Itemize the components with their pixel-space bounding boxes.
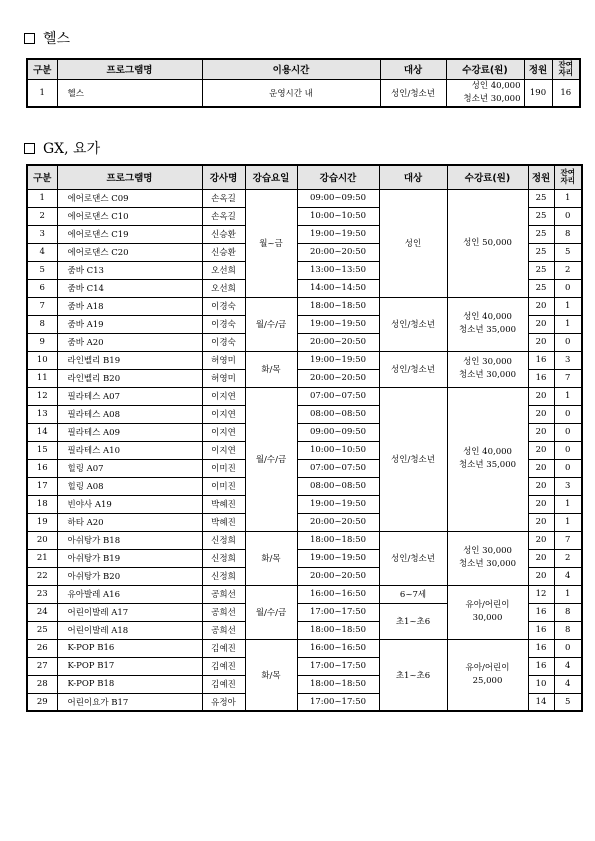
- remaining-seats: 16: [552, 79, 580, 107]
- fee-line: 청소년 35,000: [458, 325, 517, 335]
- instructor-name: 신정희: [202, 531, 245, 549]
- program-name: 에어로댄스 C09: [57, 189, 202, 207]
- usage-time: 운영시간 내: [202, 79, 380, 107]
- remaining-seats: 7: [554, 531, 582, 549]
- capacity: 20: [528, 297, 554, 315]
- column-header-line: 수강료(원): [464, 173, 511, 185]
- class-time: 16:00~16:50: [297, 585, 379, 603]
- row-number: 7: [27, 297, 57, 315]
- column-header: [27, 59, 57, 79]
- instructor-name: 신정희: [202, 567, 245, 585]
- row-number: 6: [27, 279, 57, 297]
- row-number: 4: [27, 243, 57, 261]
- fee-line: 청소년 30,000: [458, 559, 517, 569]
- class-time: 18:00~18:50: [297, 531, 379, 549]
- class-days: 화/목: [245, 639, 297, 711]
- row-number: 13: [27, 405, 57, 423]
- column-header: [524, 59, 552, 79]
- instructor-name: 오선희: [202, 261, 245, 279]
- program-name: 아쉬탕가 B19: [57, 549, 202, 567]
- fee-line: 성인 30,000: [463, 357, 512, 367]
- row-number: 23: [27, 585, 57, 603]
- row-number: 1: [27, 189, 57, 207]
- gx-section-title: [24, 138, 100, 158]
- program-name: 아쉬탕가 B18: [57, 531, 202, 549]
- column-header-line: 이용시간: [272, 65, 310, 77]
- class-time: 07:00~07:50: [297, 459, 379, 477]
- remaining-seats: 4: [554, 567, 582, 585]
- column-header: [552, 59, 580, 79]
- capacity: 16: [528, 369, 554, 387]
- capacity: 20: [528, 387, 554, 405]
- instructor-name: 신승환: [202, 243, 245, 261]
- instructor-name: 김예진: [202, 675, 245, 693]
- checkbox-square-icon: [24, 143, 35, 154]
- class-time: 20:00~20:50: [297, 567, 379, 585]
- table-row: [27, 297, 582, 315]
- capacity: 25: [528, 243, 554, 261]
- class-days: 월/수/금: [245, 297, 297, 351]
- target: [379, 585, 447, 603]
- column-header-line: 정원: [528, 65, 548, 77]
- column-header: [528, 165, 554, 189]
- capacity: 20: [528, 549, 554, 567]
- row-number: 16: [27, 459, 57, 477]
- class-time: 19:00~19:50: [297, 225, 379, 243]
- class-time: 16:00~16:50: [297, 639, 379, 657]
- column-header-line: 구분: [33, 65, 52, 77]
- capacity: 16: [528, 621, 554, 639]
- fee-line: 유아/어린이: [465, 662, 510, 673]
- program-name: 빈야사 A19: [57, 495, 202, 513]
- class-time: 20:00~20:50: [297, 333, 379, 351]
- column-header-line: 수강료(원): [462, 65, 508, 77]
- class-time: 18:00~18:50: [297, 297, 379, 315]
- column-header-line: 강습요일: [252, 173, 290, 185]
- instructor-name: 박혜진: [202, 495, 245, 513]
- row-number: 22: [27, 567, 57, 585]
- program-name: 필라테스 A10: [57, 441, 202, 459]
- class-time: 19:00~19:50: [297, 549, 379, 567]
- program-name: 어린이요가 B17: [57, 693, 202, 711]
- program-name: K-POP B17: [57, 657, 202, 675]
- instructor-name: 허영미: [202, 351, 245, 369]
- remaining-seats: 0: [554, 423, 582, 441]
- capacity: 16: [528, 351, 554, 369]
- instructor-name: 유정아: [202, 693, 245, 711]
- row-number: 3: [27, 225, 57, 243]
- row-number: 11: [27, 369, 57, 387]
- class-time: 17:00~17:50: [297, 603, 379, 621]
- fee: [447, 189, 528, 297]
- column-header: [57, 165, 202, 189]
- row-number: 10: [27, 351, 57, 369]
- class-time: 18:00~18:50: [297, 621, 379, 639]
- class-time: 19:00~19:50: [297, 351, 379, 369]
- row-number: 19: [27, 513, 57, 531]
- class-time: 10:00~10:50: [297, 207, 379, 225]
- remaining-seats: 4: [554, 675, 582, 693]
- column-header-line: 잔여: [558, 60, 573, 70]
- remaining-seats: 0: [554, 639, 582, 657]
- capacity: 20: [528, 513, 554, 531]
- row-number: 8: [27, 315, 57, 333]
- instructor-name: 박혜진: [202, 513, 245, 531]
- class-days: 화/목: [245, 351, 297, 387]
- remaining-seats: 0: [554, 333, 582, 351]
- class-time: 19:00~19:50: [297, 315, 379, 333]
- target: [379, 603, 447, 639]
- capacity: 20: [528, 567, 554, 585]
- instructor-name: 이경숙: [202, 315, 245, 333]
- column-header: [447, 165, 528, 189]
- fee-line: 성인 50,000: [463, 237, 512, 248]
- instructor-name: 손옥길: [202, 207, 245, 225]
- class-time: 20:00~20:50: [297, 513, 379, 531]
- remaining-seats: 8: [554, 603, 582, 621]
- health-section-title: [24, 28, 70, 48]
- class-time: 17:00~17:50: [297, 693, 379, 711]
- health-table: [26, 58, 581, 108]
- fee: [447, 639, 528, 711]
- remaining-seats: 2: [554, 261, 582, 279]
- remaining-seats: 3: [554, 477, 582, 495]
- column-header: [202, 59, 380, 79]
- remaining-seats: 5: [554, 243, 582, 261]
- column-header-line: 정원: [531, 173, 551, 185]
- capacity: 10: [528, 675, 554, 693]
- capacity: 190: [524, 79, 552, 107]
- target-line: 성인/청소년: [391, 455, 435, 465]
- program-name: K-POP B18: [57, 675, 202, 693]
- program-name: 필라테스 A08: [57, 405, 202, 423]
- remaining-seats: 1: [554, 513, 582, 531]
- remaining-seats: 0: [554, 279, 582, 297]
- column-header: [379, 165, 447, 189]
- remaining-seats: 5: [554, 693, 582, 711]
- capacity: 16: [528, 603, 554, 621]
- remaining-seats: 0: [554, 459, 582, 477]
- instructor-name: 오선희: [202, 279, 245, 297]
- class-days: 월/수/금: [245, 387, 297, 531]
- remaining-seats: 1: [554, 189, 582, 207]
- gx-title: GX, 요가: [43, 141, 101, 157]
- column-header-line: 프로그램명: [106, 65, 153, 77]
- target-line: 성인/청소년: [391, 365, 435, 375]
- row-number: 20: [27, 531, 57, 549]
- fee-line: 성인 40,000: [471, 80, 521, 91]
- target-line: 6~7세: [399, 590, 427, 600]
- table-row: [27, 531, 582, 549]
- class-time: 08:00~08:50: [297, 405, 379, 423]
- class-time: 08:00~08:50: [297, 477, 379, 495]
- column-header-line: 자리: [558, 68, 573, 78]
- column-header: [554, 165, 582, 189]
- program-name: 줌바 A19: [57, 315, 202, 333]
- instructor-name: 신정희: [202, 549, 245, 567]
- program-name: 에어로댄스 C10: [57, 207, 202, 225]
- remaining-seats: 8: [554, 225, 582, 243]
- column-header: [245, 165, 297, 189]
- column-header-line: 대상: [403, 173, 423, 185]
- row-number: 26: [27, 639, 57, 657]
- capacity: 20: [528, 477, 554, 495]
- column-header: [380, 59, 446, 79]
- instructor-name: 신승환: [202, 225, 245, 243]
- program-name: 에어로댄스 C20: [57, 243, 202, 261]
- table-row: [27, 189, 582, 207]
- target-line: 성인/청소년: [391, 320, 435, 330]
- fee-line: 청소년 30,000: [463, 93, 521, 104]
- remaining-seats: 0: [554, 441, 582, 459]
- instructor-name: 김예진: [202, 639, 245, 657]
- class-time: 09:00~09:50: [297, 189, 379, 207]
- fee-line: 청소년 35,000: [458, 460, 517, 470]
- instructor-name: 이경숙: [202, 297, 245, 315]
- class-time: 13:00~13:50: [297, 261, 379, 279]
- row-number: 2: [27, 207, 57, 225]
- program-name: 유아발레 A16: [57, 585, 202, 603]
- remaining-seats: 2: [554, 549, 582, 567]
- table-row: [27, 79, 580, 107]
- row-number: 28: [27, 675, 57, 693]
- class-time: 18:00~18:50: [297, 675, 379, 693]
- row-number: 18: [27, 495, 57, 513]
- remaining-seats: 1: [554, 495, 582, 513]
- program-name: 줌바 C13: [57, 261, 202, 279]
- target-line: 성인: [404, 239, 422, 249]
- class-days: 화/목: [245, 531, 297, 585]
- row-number: 17: [27, 477, 57, 495]
- class-days: 월/수/금: [245, 585, 297, 639]
- target-line: 초1~초6: [395, 617, 431, 627]
- row-number: 12: [27, 387, 57, 405]
- health-title: 헬스: [43, 31, 71, 47]
- program-name: 줌바 C14: [57, 279, 202, 297]
- class-time: 10:00~10:50: [297, 441, 379, 459]
- target: 성인/청소년: [380, 79, 446, 107]
- program-name: 필라테스 A09: [57, 423, 202, 441]
- row-number: 29: [27, 693, 57, 711]
- column-header-line: 강사명: [209, 173, 238, 185]
- program-name: 힐링 A07: [57, 459, 202, 477]
- fee-line: 유아/어린이: [465, 600, 510, 610]
- instructor-name: 이지연: [202, 387, 245, 405]
- remaining-seats: 1: [554, 387, 582, 405]
- column-header-line: 대상: [403, 65, 423, 77]
- target: [379, 639, 447, 711]
- class-time: 17:00~17:50: [297, 657, 379, 675]
- class-time: 19:00~19:50: [297, 495, 379, 513]
- target: [379, 351, 447, 387]
- fee: [447, 387, 528, 531]
- program-name: 하타 A20: [57, 513, 202, 531]
- class-days: 월~금: [245, 189, 297, 297]
- fee-line: 청소년 30,000: [458, 370, 517, 380]
- remaining-seats: 7: [554, 369, 582, 387]
- capacity: 20: [528, 423, 554, 441]
- column-header: [202, 165, 245, 189]
- column-header: [57, 59, 202, 79]
- program-name: 라인벨리 B19: [57, 351, 202, 369]
- row-number: 21: [27, 549, 57, 567]
- instructor-name: 이지연: [202, 405, 245, 423]
- remaining-seats: 3: [554, 351, 582, 369]
- instructor-name: 이미진: [202, 477, 245, 495]
- column-header-line: 잔여: [560, 168, 575, 178]
- fee-line: 성인 30,000: [463, 546, 512, 556]
- row-number: 27: [27, 657, 57, 675]
- class-time: 09:00~09:50: [297, 423, 379, 441]
- capacity: 20: [528, 333, 554, 351]
- gx-table: [26, 164, 583, 712]
- remaining-seats: 8: [554, 621, 582, 639]
- target: [379, 189, 447, 297]
- class-time: 20:00~20:50: [297, 243, 379, 261]
- column-header-line: 자리: [560, 176, 575, 186]
- target-line: 초1~초6: [395, 670, 431, 681]
- capacity: 25: [528, 279, 554, 297]
- program-name: 힐링 A08: [57, 477, 202, 495]
- class-time: 07:00~07:50: [297, 387, 379, 405]
- program-name: 라인벨리 B20: [57, 369, 202, 387]
- target: [379, 387, 447, 531]
- table-row: [27, 639, 582, 657]
- fee: [447, 585, 528, 639]
- instructor-name: 공희선: [202, 585, 245, 603]
- program-name: 줌바 A20: [57, 333, 202, 351]
- capacity: 20: [528, 531, 554, 549]
- fee: [447, 531, 528, 585]
- capacity: 14: [528, 693, 554, 711]
- row-number: 15: [27, 441, 57, 459]
- fee-line: 25,000: [472, 675, 503, 686]
- class-time: 20:00~20:50: [297, 369, 379, 387]
- instructor-name: 허영미: [202, 369, 245, 387]
- fee: [447, 351, 528, 387]
- fee: [447, 297, 528, 351]
- remaining-seats: 1: [554, 315, 582, 333]
- table-row: [27, 351, 582, 369]
- column-header-line: 프로그램명: [106, 173, 153, 185]
- capacity: 16: [528, 639, 554, 657]
- checkbox-square-icon: [24, 33, 35, 44]
- column-header-line: 구분: [33, 173, 52, 185]
- program-name: 어린이발레 A17: [57, 603, 202, 621]
- program-name: 필라테스 A07: [57, 387, 202, 405]
- instructor-name: 이지연: [202, 423, 245, 441]
- instructor-name: 이미진: [202, 459, 245, 477]
- fee-line: 성인 40,000: [463, 447, 512, 457]
- fee-line: 성인 40,000: [463, 312, 512, 322]
- target-line: 성인/청소년: [391, 554, 435, 564]
- table-row: [27, 585, 582, 603]
- capacity: 25: [528, 261, 554, 279]
- row-number: 5: [27, 261, 57, 279]
- column-header: [446, 59, 524, 79]
- target: [379, 531, 447, 585]
- row-number: 24: [27, 603, 57, 621]
- target: [379, 297, 447, 351]
- instructor-name: 공희선: [202, 603, 245, 621]
- column-header-line: 강습시간: [319, 173, 357, 185]
- instructor-name: 손옥길: [202, 189, 245, 207]
- capacity: 20: [528, 315, 554, 333]
- remaining-seats: 0: [554, 405, 582, 423]
- capacity: 20: [528, 405, 554, 423]
- capacity: 25: [528, 207, 554, 225]
- remaining-seats: 4: [554, 657, 582, 675]
- row-number: 25: [27, 621, 57, 639]
- row-number: 14: [27, 423, 57, 441]
- program-name: 줌바 A18: [57, 297, 202, 315]
- capacity: 16: [528, 657, 554, 675]
- fee: [446, 79, 524, 107]
- column-header: [297, 165, 379, 189]
- column-header: [27, 165, 57, 189]
- capacity: 20: [528, 441, 554, 459]
- instructor-name: 공희선: [202, 621, 245, 639]
- program-name: 에어로댄스 C19: [57, 225, 202, 243]
- capacity: 20: [528, 495, 554, 513]
- instructor-name: 이경숙: [202, 333, 245, 351]
- remaining-seats: 1: [554, 585, 582, 603]
- instructor-name: 김예진: [202, 657, 245, 675]
- table-row: [27, 387, 582, 405]
- program-name: 아쉬탕가 B20: [57, 567, 202, 585]
- remaining-seats: 1: [554, 297, 582, 315]
- capacity: 12: [528, 585, 554, 603]
- instructor-name: 이지연: [202, 441, 245, 459]
- capacity: 25: [528, 225, 554, 243]
- row-number: 1: [27, 79, 57, 107]
- fee-line: 30,000: [472, 613, 503, 623]
- program-name: 어린이발레 A18: [57, 621, 202, 639]
- program-name: 헬스: [57, 79, 202, 107]
- row-number: 9: [27, 333, 57, 351]
- capacity: 20: [528, 459, 554, 477]
- capacity: 25: [528, 189, 554, 207]
- program-name: K-POP B16: [57, 639, 202, 657]
- class-time: 14:00~14:50: [297, 279, 379, 297]
- remaining-seats: 0: [554, 207, 582, 225]
